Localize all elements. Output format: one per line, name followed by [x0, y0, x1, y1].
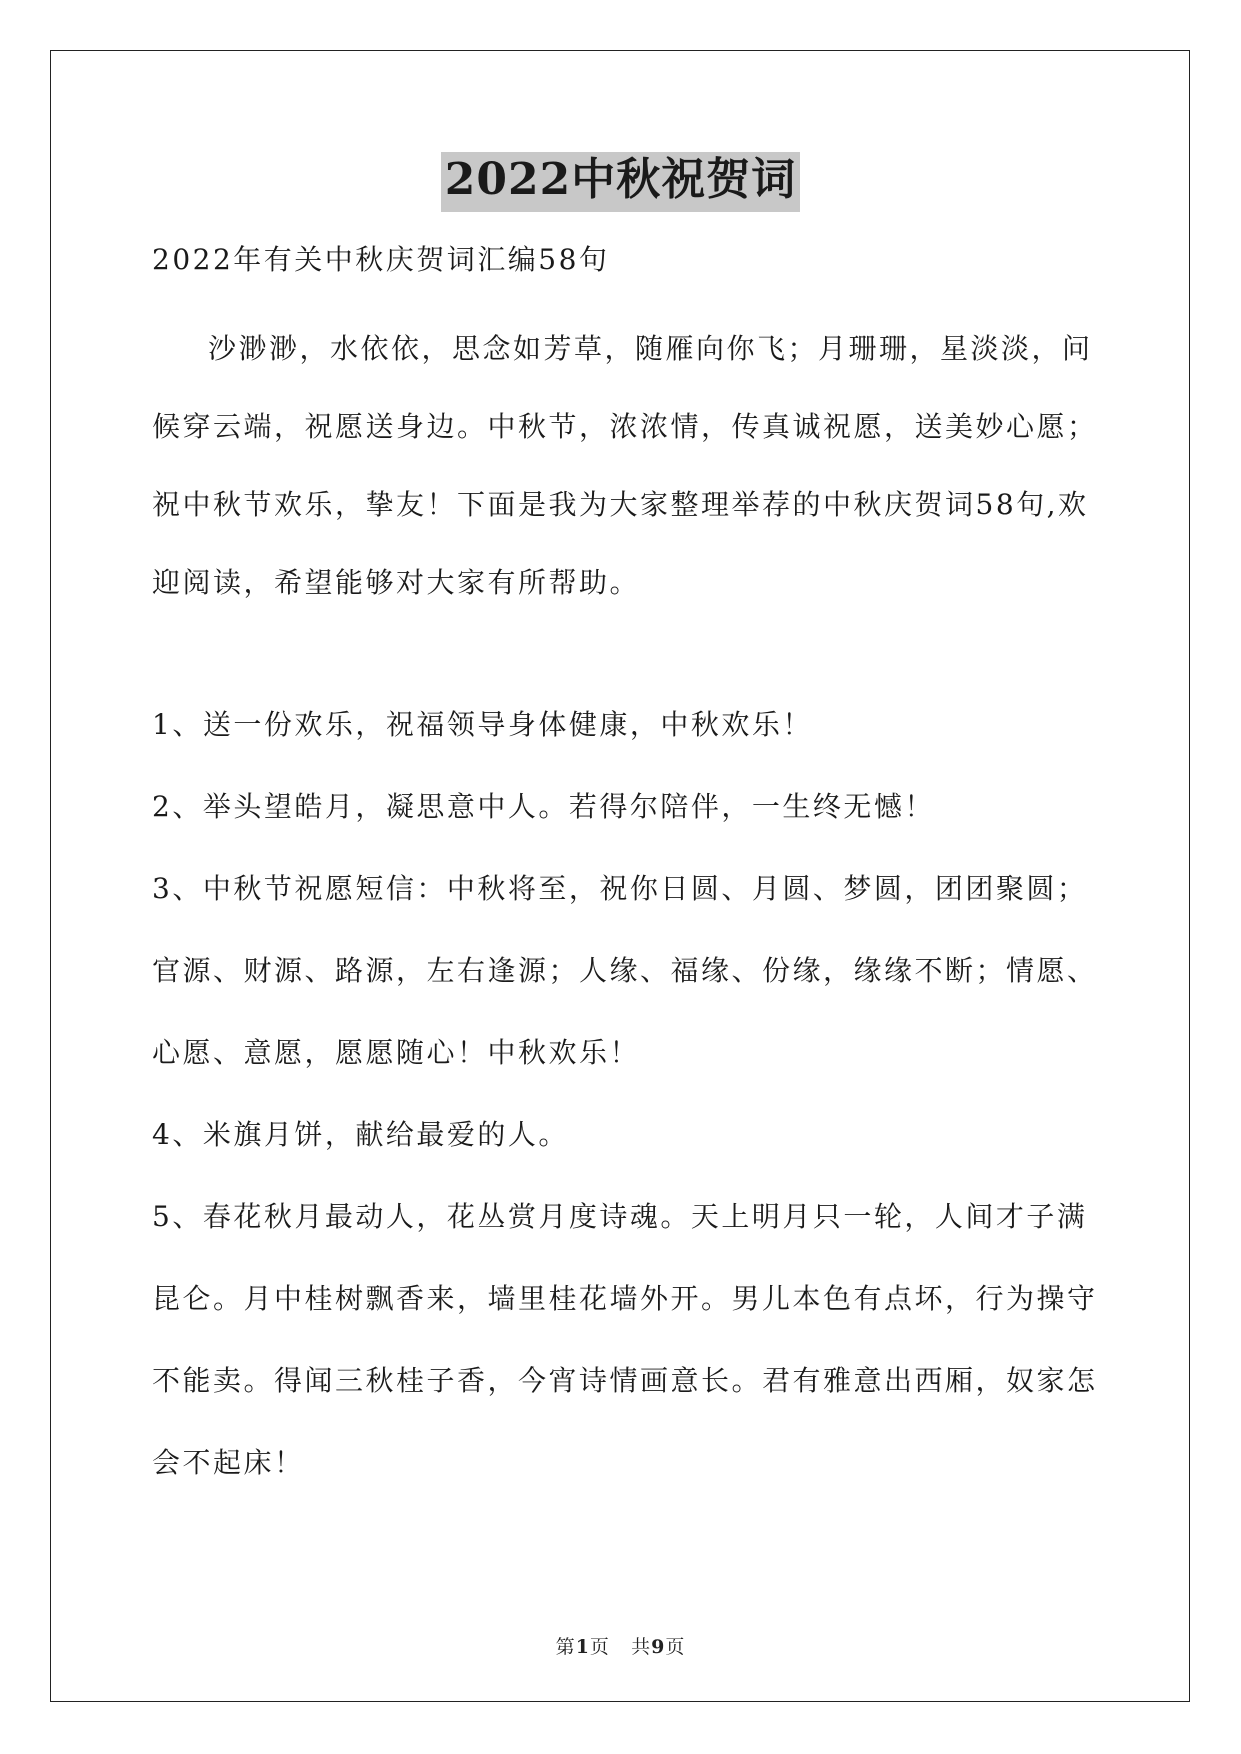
item-list — [152, 684, 1117, 1504]
current-page-number: 1 — [575, 1636, 590, 1658]
list-item: 1、送一份欢乐，祝福领导身体健康，中秋欢乐！ — [152, 708, 813, 741]
footer-prefix: 第 — [555, 1636, 576, 1658]
footer-page-suffix: 页 — [589, 1636, 610, 1658]
footer-total-prefix: 共 — [631, 1636, 652, 1658]
page-footer — [0, 1632, 1241, 1659]
document-title: 2022中秋祝贺词 — [441, 152, 800, 212]
footer-total-suffix: 页 — [665, 1636, 686, 1658]
list-item: 2、举头望皓月，凝思意中人。若得尔陪伴，一生终无憾！ — [152, 790, 935, 823]
document-body — [152, 232, 1117, 1504]
intro-paragraph: 沙渺渺，水依依，思念如芳草，随雁向你飞；月珊珊，星淡淡，问候穿云端，祝愿送身边。中秋节，浓浓情，传真诚祝愿，送美妙心愿；祝中秋节欢乐，挚友！下面是我为大家整理举荐的中秋庆贺词58句,欢迎阅读，希望能够对大家有所帮助。 — [152, 332, 1098, 599]
title-container — [0, 152, 1241, 212]
document-subtitle: 2022年有关中秋庆贺词汇编58句 — [152, 243, 610, 276]
total-pages-number: 9 — [651, 1636, 666, 1658]
list-item: 5、春花秋月最动人，花丛赏月度诗魂。天上明月只一轮，人间才子满昆仑。月中桂树飘香来，墙里桂花墙外开。男儿本色有点坏，行为操守不能卖。得闻三秋桂子香，今宵诗情画意长。君有雅意出西厢，奴家怎会不起床！ — [152, 1200, 1098, 1479]
list-item: 3、中秋节祝愿短信：中秋将至，祝你日圆、月圆、梦圆，团团聚圆；官源、财源、路源，左右逢源；人缘、福缘、份缘，缘缘不断；情愿、心愿、意愿，愿愿随心！中秋欢乐！ — [152, 872, 1098, 1069]
list-item: 4、米旗月饼，献给最爱的人。 — [152, 1118, 569, 1151]
